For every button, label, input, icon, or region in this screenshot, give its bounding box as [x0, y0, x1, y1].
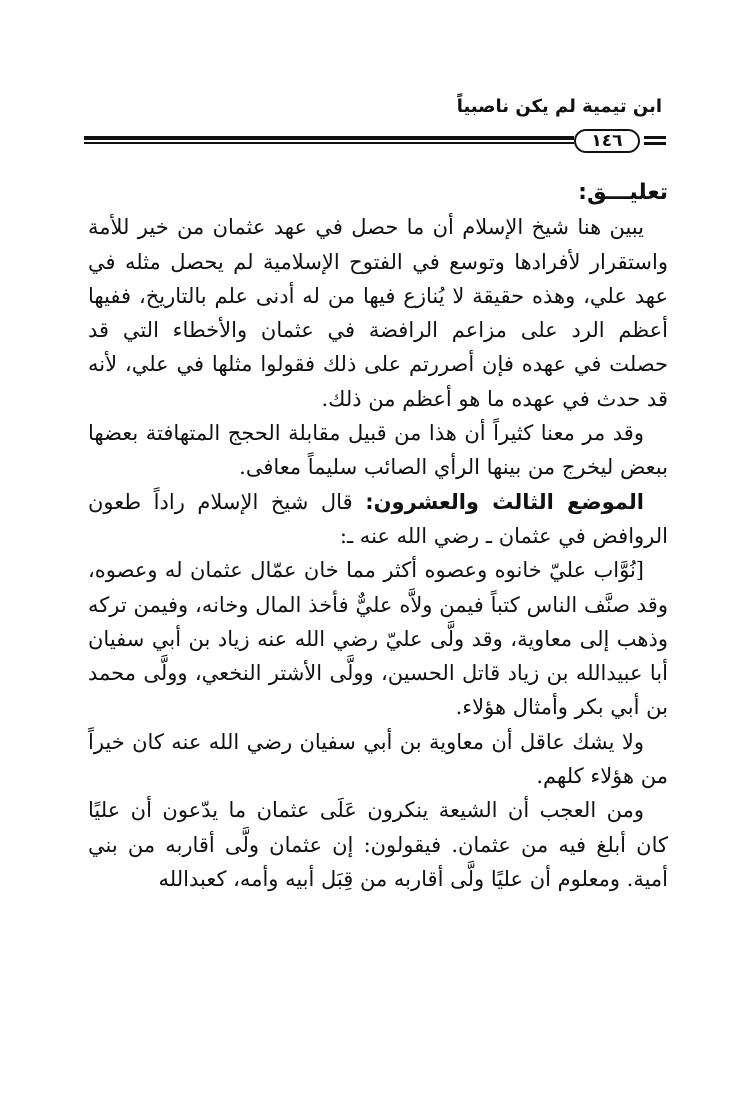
paragraph-text: قال شيخ الإسلام راداً طعون الروافض في عثمان ـ رضي الله عنه ـ:	[88, 489, 668, 548]
header-rule-short	[644, 142, 666, 145]
header-rule	[84, 130, 666, 154]
paragraph	[88, 485, 668, 554]
paragraph: ولا يشك عاقل أن معاوية بن أبي سفيان رضي الله عنه كان خيراً من هؤلاء كلهم.	[88, 729, 668, 789]
header-rule-thick	[84, 136, 574, 140]
paragraph: ومن العجب أن الشيعة ينكرون عَلَى عثمان ما يدّعون أن عليًا كان أبلغ فيه من عثمان. فيقولون: إن عثمان ولَّى أقاربه من بني أمية. ومعلوم أن عليًا ولَّى أقاربه من قِبَل أبيه وأمه، كعبدالله	[88, 798, 668, 891]
header-rule-thin	[84, 142, 574, 144]
topic-label: الموضع الثالث والعشرون:	[365, 489, 644, 514]
quote-paragraph: [نُوَّاب عليّ خانوه وعصوه أكثر مما خان عمّال عثمان له وعصوه، وقد صنَّف الناس كتباً فيمن ولاَّه عليٌّ فأخذ المال وخانه، وفيمن تركه وذهب إلى معاوية، وقد ولَّى عليّ رضي الله عنه زياد بن أبي سفيان أبا عبيدالله بن زياد قاتل الحسين، وولَّى الأشتر النخعي، وولَّى محمد بن أبي بكر وأمثال هؤلاء.	[88, 558, 668, 720]
running-title: ابن تيمية لم يكن ناصبياً	[456, 96, 662, 117]
page-body	[88, 176, 668, 896]
paragraph: وقد مر معنا كثيراً أن هذا من قبيل مقابلة الحجج المتهافتة بعضها ببعض ليخرج من بينها الرأي الصائب سليماً معافى.	[88, 421, 668, 480]
page-number: ١٤٦	[574, 129, 640, 153]
section-heading: تعليـــق:	[578, 180, 668, 205]
paragraph: يبين هنا شيخ الإسلام أن ما حصل في عهد عثمان من خير للأمة واستقرار لأفرادها وتوسع في الفتوح الإسلامية لم يحصل مثله في عهد علي، وهذه حقيقة لا يُنازع فيها من له أدنى علم بالتاريخ، ففيها أعظم الرد على مزاعم الرافضة في عثمان والأخطاء التي قد حصلت في عهده فإن أصررتم على ذلك فقولوا مثلها في علي، لأنه قد حدث في عهده ما هو أعظم من ذلك.	[88, 215, 669, 411]
header-rule-short	[644, 136, 666, 139]
